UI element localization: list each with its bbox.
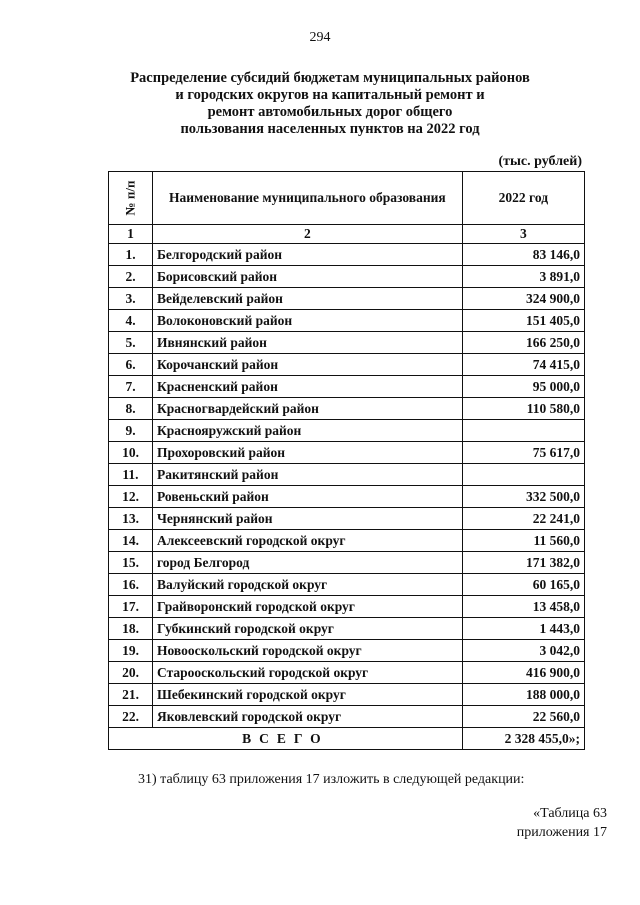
row-number: 3. xyxy=(109,288,153,310)
row-value: 324 900,0 xyxy=(462,288,584,310)
table-row xyxy=(109,464,585,486)
row-name: Красногвардейский район xyxy=(153,398,463,420)
row-name: Алексеевский городской округ xyxy=(153,530,463,552)
row-number: 19. xyxy=(109,640,153,662)
row-value: 110 580,0 xyxy=(462,398,584,420)
row-value xyxy=(462,464,584,486)
row-number: 2. xyxy=(109,266,153,288)
row-number: 16. xyxy=(109,574,153,596)
row-value: 151 405,0 xyxy=(462,310,584,332)
row-name: Красненский район xyxy=(153,376,463,398)
header-value: 2022 год xyxy=(462,172,584,225)
table-row xyxy=(109,332,585,354)
total-row xyxy=(109,728,585,750)
row-value: 1 443,0 xyxy=(462,618,584,640)
table-row xyxy=(109,662,585,684)
title-line: ремонт автомобильных дорог общего xyxy=(207,104,453,120)
row-value: 416 900,0 xyxy=(462,662,584,684)
table-row xyxy=(109,706,585,728)
row-number: 15. xyxy=(109,552,153,574)
document-title xyxy=(100,70,560,138)
row-name: Борисовский район xyxy=(153,266,463,288)
table-row xyxy=(109,640,585,662)
total-value: 2 328 455,0»; xyxy=(462,728,584,750)
table-reference-line: «Таблица 63 xyxy=(533,806,607,821)
row-number: 21. xyxy=(109,684,153,706)
table-row xyxy=(109,376,585,398)
row-number: 18. xyxy=(109,618,153,640)
row-value: 332 500,0 xyxy=(462,486,584,508)
table-row xyxy=(109,420,585,442)
header-num-label: № п/п xyxy=(122,180,138,216)
row-value: 95 000,0 xyxy=(462,376,584,398)
table-row xyxy=(109,288,585,310)
row-number: 9. xyxy=(109,420,153,442)
row-name: Валуйский городской округ xyxy=(153,574,463,596)
column-index: 2 xyxy=(153,225,463,244)
row-value: 75 617,0 xyxy=(462,442,584,464)
units-label: (тыс. рублей) xyxy=(498,154,582,169)
table-body xyxy=(109,225,585,728)
row-value: 166 250,0 xyxy=(462,332,584,354)
row-number: 22. xyxy=(109,706,153,728)
title-line: пользования населенных пунктов на 2022 год xyxy=(180,121,480,137)
row-name: Волоконовский район xyxy=(153,310,463,332)
table-row xyxy=(109,310,585,332)
row-number: 13. xyxy=(109,508,153,530)
row-name: Грайворонский городской округ xyxy=(153,596,463,618)
row-number: 4. xyxy=(109,310,153,332)
column-index: 1 xyxy=(109,225,153,244)
subsidy-table xyxy=(108,171,585,750)
row-name: Губкинский городской округ xyxy=(153,618,463,640)
row-number: 8. xyxy=(109,398,153,420)
amendment-text: 31) таблицу 63 приложения 17 изложить в следующей редакции: xyxy=(138,772,525,787)
row-name: Новооскольский городской округ xyxy=(153,640,463,662)
table-row xyxy=(109,508,585,530)
row-number: 14. xyxy=(109,530,153,552)
row-number: 5. xyxy=(109,332,153,354)
table-row xyxy=(109,398,585,420)
row-name: Прохоровский район xyxy=(153,442,463,464)
table-row xyxy=(109,244,585,266)
row-number: 6. xyxy=(109,354,153,376)
row-name: Краснояружский район xyxy=(153,420,463,442)
title-line: Распределение субсидий бюджетам муниципальных районов xyxy=(130,70,530,86)
table-row xyxy=(109,552,585,574)
table-row xyxy=(109,442,585,464)
row-value: 3 042,0 xyxy=(462,640,584,662)
row-name: Белгородский район xyxy=(153,244,463,266)
title-line: и городских округов на капитальный ремонт и xyxy=(175,87,485,103)
row-number: 7. xyxy=(109,376,153,398)
table-row xyxy=(109,684,585,706)
row-name: Ракитянский район xyxy=(153,464,463,486)
table-reference xyxy=(517,804,607,842)
table-row xyxy=(109,266,585,288)
column-index-row xyxy=(109,225,585,244)
header-num xyxy=(109,172,153,225)
row-number: 10. xyxy=(109,442,153,464)
row-value: 83 146,0 xyxy=(462,244,584,266)
page-number: 294 xyxy=(309,30,331,45)
row-number: 11. xyxy=(109,464,153,486)
table-row xyxy=(109,596,585,618)
row-value: 188 000,0 xyxy=(462,684,584,706)
table-reference-line: приложения 17 xyxy=(516,825,607,840)
row-value: 11 560,0 xyxy=(462,530,584,552)
row-number: 12. xyxy=(109,486,153,508)
row-name: Чернянский район xyxy=(153,508,463,530)
row-name: Старооскольский городской округ xyxy=(153,662,463,684)
row-name: Вейделевский район xyxy=(153,288,463,310)
row-number: 20. xyxy=(109,662,153,684)
row-value: 171 382,0 xyxy=(462,552,584,574)
table-row xyxy=(109,618,585,640)
header-name: Наименование муниципального образования xyxy=(153,172,463,225)
total-label: ВСЕГО xyxy=(109,728,463,750)
row-name: Ровеньский район xyxy=(153,486,463,508)
row-name: Яковлевский городской округ xyxy=(153,706,463,728)
row-value xyxy=(462,420,584,442)
row-value: 22 560,0 xyxy=(462,706,584,728)
row-number: 1. xyxy=(109,244,153,266)
table-row xyxy=(109,354,585,376)
row-name: город Белгород xyxy=(153,552,463,574)
row-value: 22 241,0 xyxy=(462,508,584,530)
table-row xyxy=(109,486,585,508)
table-row xyxy=(109,574,585,596)
row-name: Ивнянский район xyxy=(153,332,463,354)
table-header-row xyxy=(109,172,585,225)
row-name: Корочанский район xyxy=(153,354,463,376)
row-number: 17. xyxy=(109,596,153,618)
row-value: 74 415,0 xyxy=(462,354,584,376)
row-name: Шебекинский городской округ xyxy=(153,684,463,706)
table-row xyxy=(109,530,585,552)
row-value: 13 458,0 xyxy=(462,596,584,618)
row-value: 3 891,0 xyxy=(462,266,584,288)
column-index: 3 xyxy=(462,225,584,244)
row-value: 60 165,0 xyxy=(462,574,584,596)
